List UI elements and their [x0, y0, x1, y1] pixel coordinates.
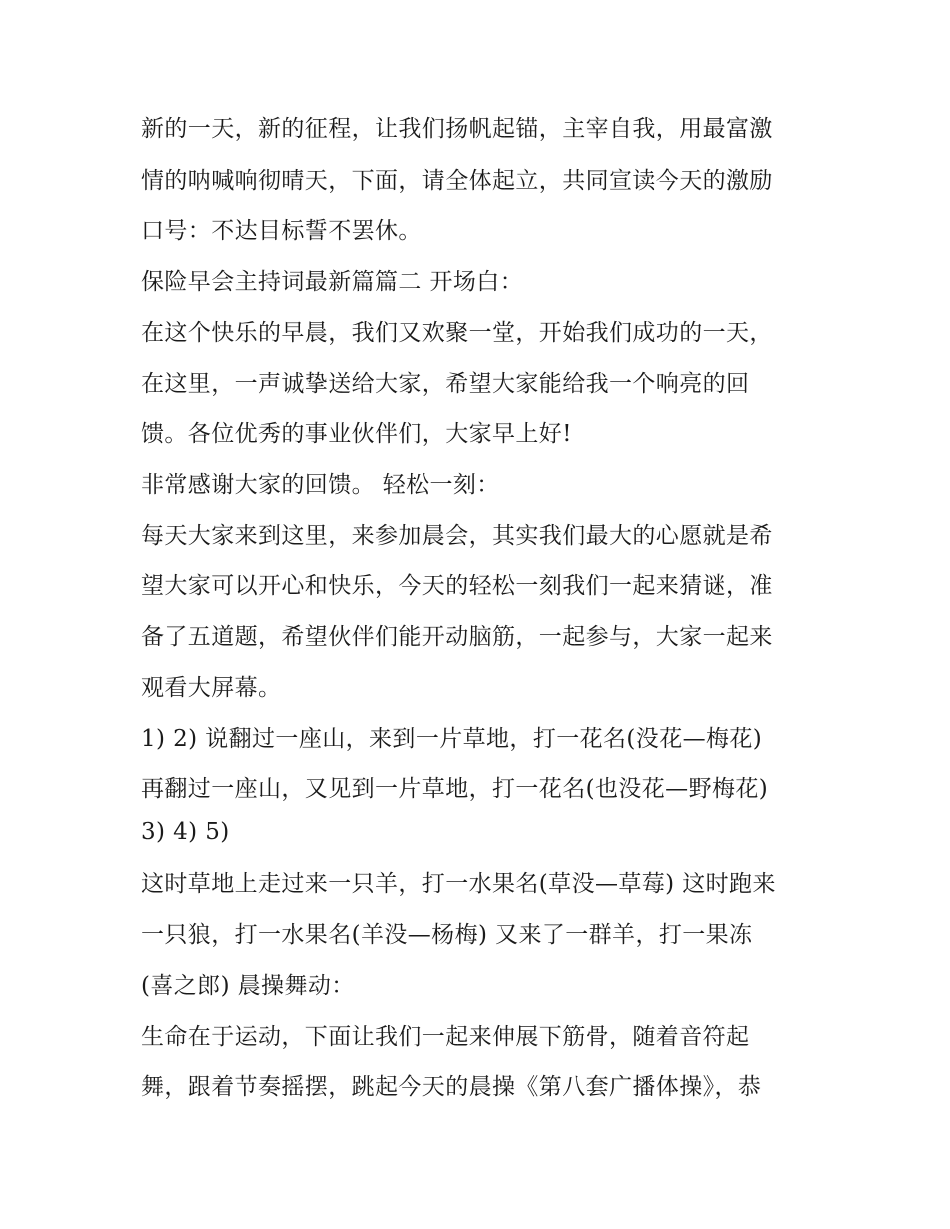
riddle-line: 1) 2) 说翻过一座山，来到一片草地，打一花名(没花—梅花) — [141, 726, 763, 752]
text-line: 备了五道题，希望伙伴们能开动脑筋，一起参与，大家一起来 — [141, 624, 773, 650]
text-line: 观看大屏幕。 — [141, 675, 282, 701]
text-line: 每天大家来到这里，来参加晨会，其实我们最大的心愿就是希 — [141, 523, 773, 549]
text-line: 口号：不达目标誓不罢休。 — [141, 218, 422, 244]
text-line: (喜之郎) 晨操舞动： — [141, 973, 355, 999]
text-line: 生命在于运动，下面让我们一起来伸展下筋骨，随着音符起 — [141, 1024, 750, 1050]
text-line: 情的呐喊响彻晴天，下面，请全体起立，共同宣读今天的激励 — [141, 168, 773, 194]
riddle-line: 3) 4) 5) — [141, 819, 230, 845]
riddle-line: 再翻过一座山，又见到一片草地，打一花名(也没花—野梅花) — [141, 776, 769, 802]
text-line: 在这里，一声诚挚送给大家，希望大家能给我一个响亮的回 — [141, 371, 750, 397]
text-line: 新的一天，新的征程，让我们扬帆起锚，主宰自我，用最富激 — [141, 116, 773, 142]
text-line: 望大家可以开心和快乐，今天的轻松一刻我们一起来猜谜，准 — [141, 573, 773, 599]
riddle-line: 这时草地上走过来一只羊，打一水果名(草没—草莓) 这时跑来 — [141, 871, 776, 897]
text-line: 非常感谢大家的回馈。 轻松一刻： — [141, 472, 500, 498]
text-line: 舞，跟着节奏摇摆，跳起今天的晨操《第八套广播体操》，恭 — [141, 1074, 762, 1100]
text-line: 馈。各位优秀的事业伙伴们，大家早上好! — [141, 421, 572, 447]
riddle-line: 一只狼，打一水果名(羊没—杨梅) 又来了一群羊，打一果冻 — [141, 922, 753, 948]
text-line: 在这个快乐的早晨，我们又欢聚一堂，开始我们成功的一天， — [141, 320, 773, 346]
section-heading: 保险早会主持词最新篇篇二 开场白： — [141, 269, 524, 295]
